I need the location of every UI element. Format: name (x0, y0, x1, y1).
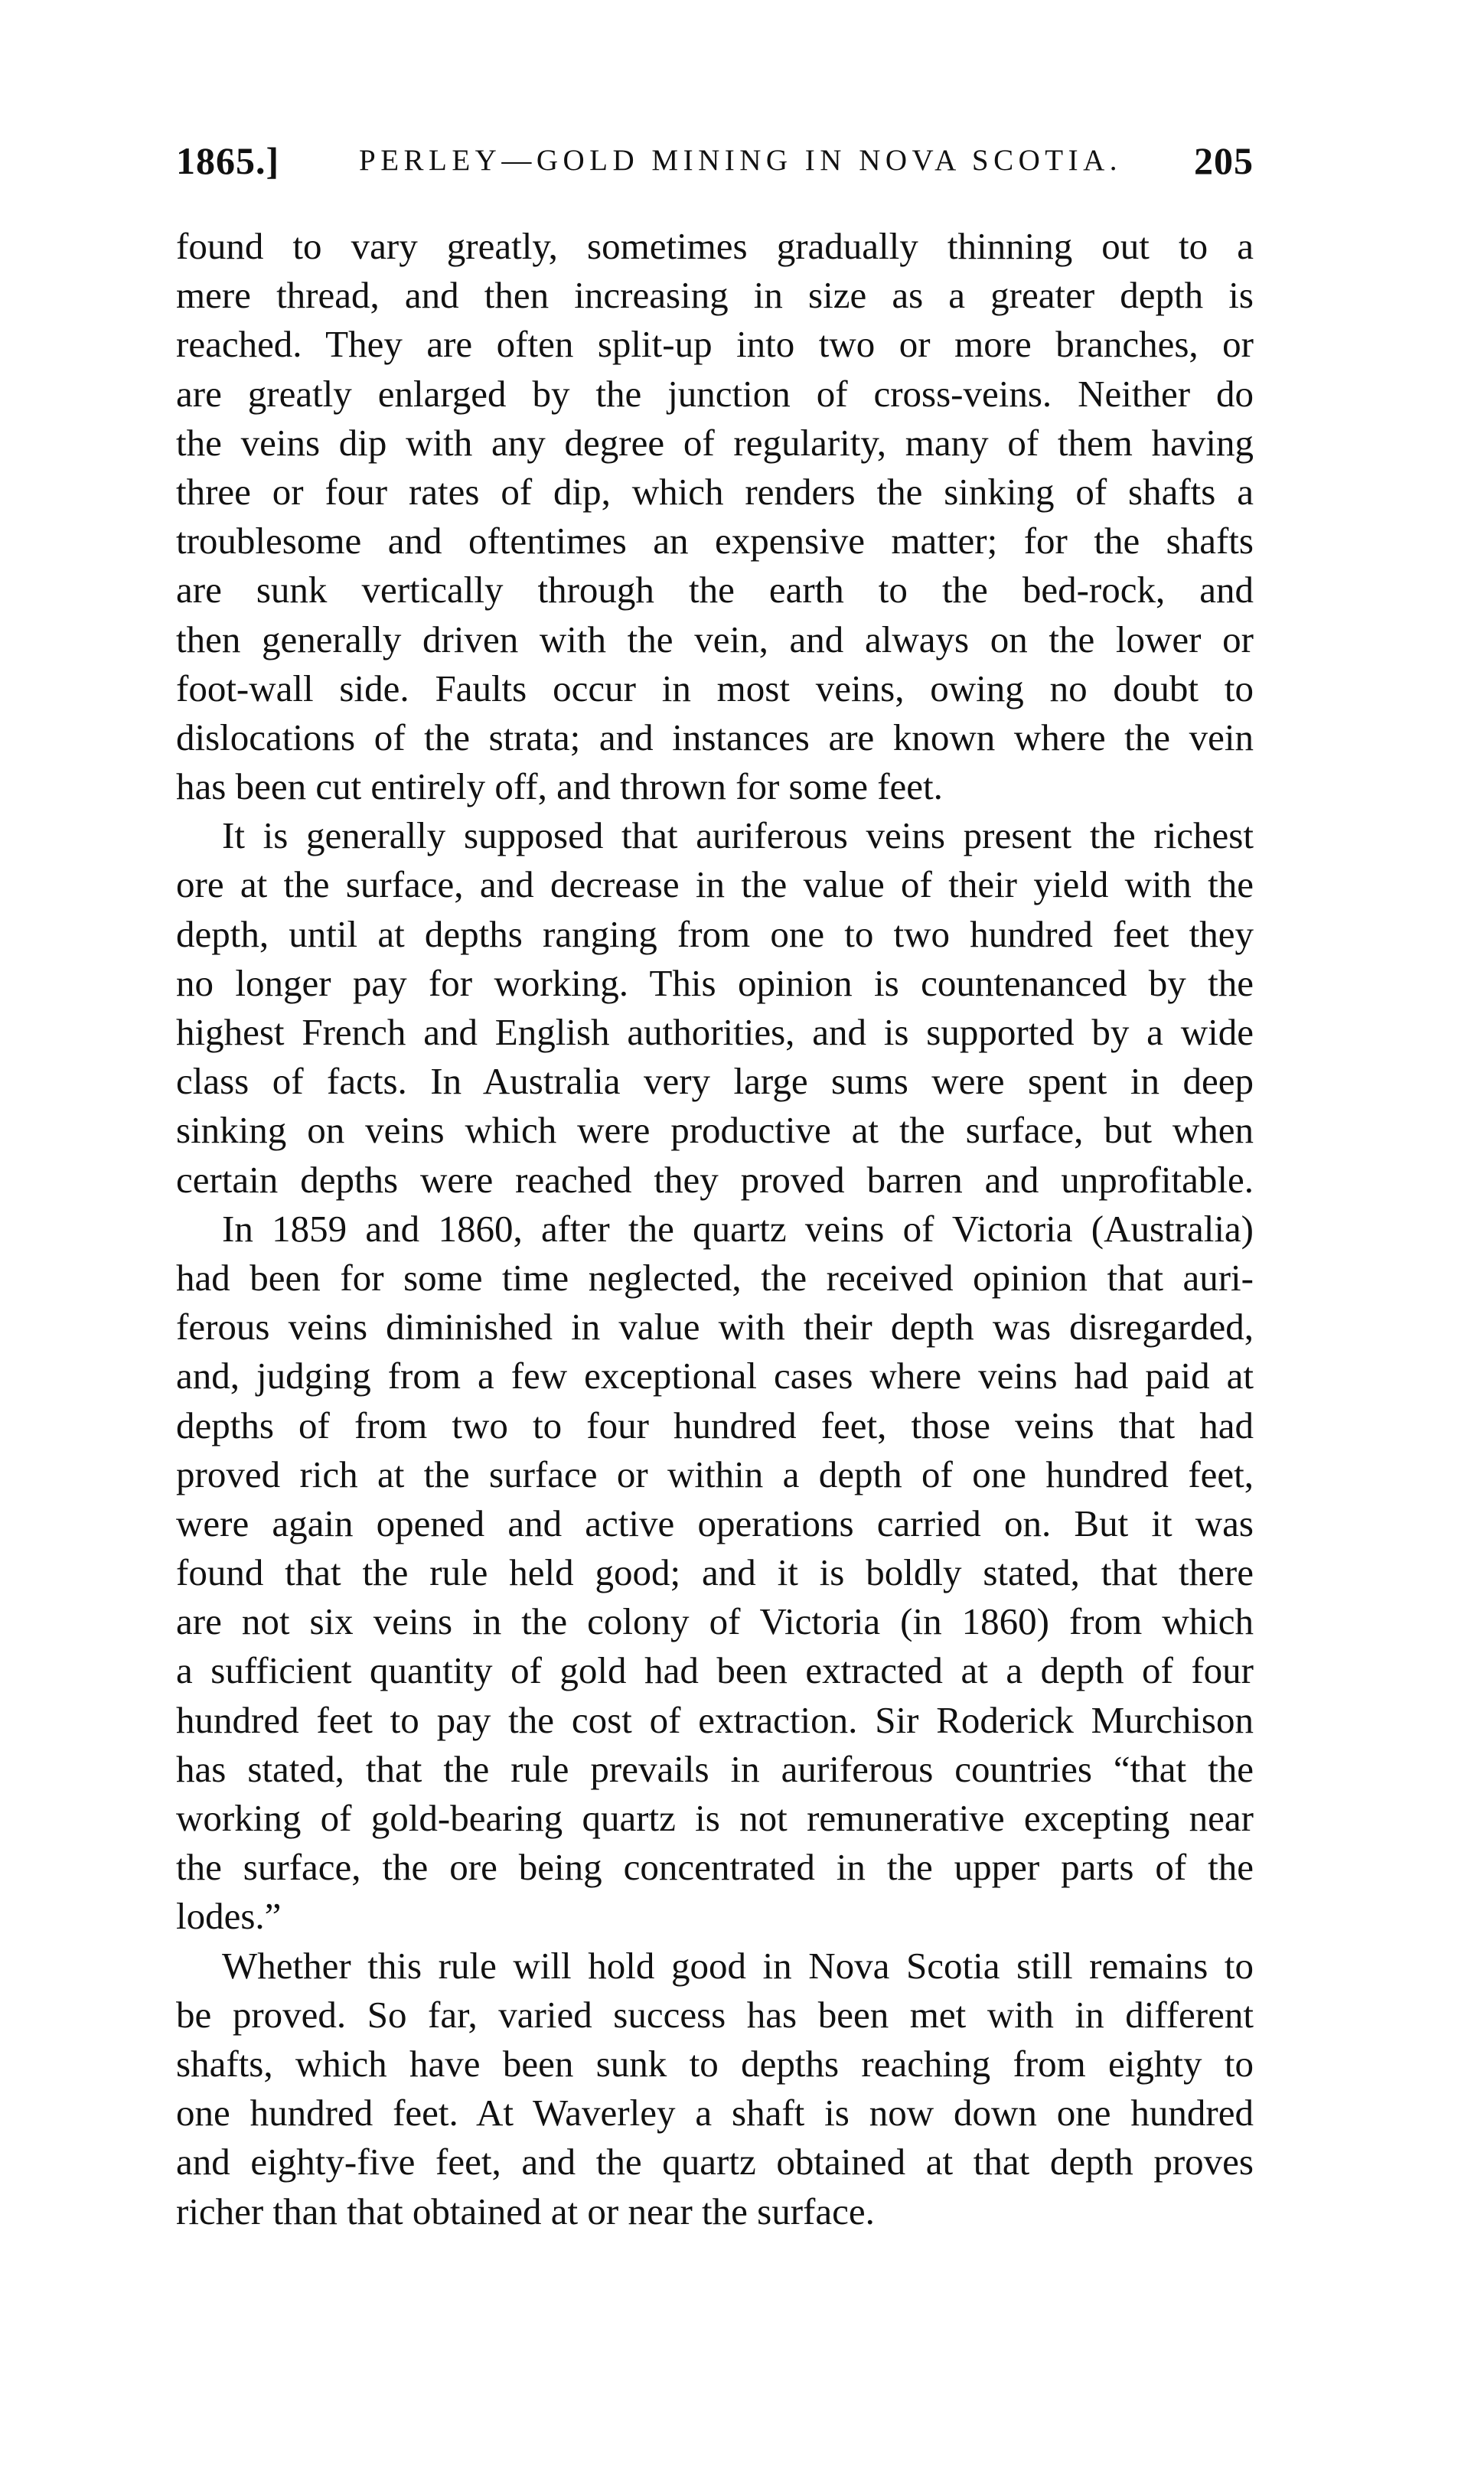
text-line: Whether this rule will hold good in Nova Scotia still remains to (222, 1944, 1254, 1987)
text-line: lodes.” (176, 1895, 282, 1938)
text-line: then generally driven with the vein, and always on the lower or (176, 618, 1254, 660)
text-line: and eighty-five feet, and the quartz obtained at that depth proves (176, 2141, 1254, 2183)
text-line: foot-wall side. Faults occur in most veins, owing no doubt to (176, 667, 1254, 709)
text-line: troublesome and oftentimes an expensive matter; for the shafts (176, 520, 1254, 563)
text-line: ore at the surface, and decrease in the value of their yield with the (176, 863, 1254, 906)
text-line: a sufficient quantity of gold had been extracted at a depth of four (176, 1649, 1254, 1692)
text-line: and, judging from a few exceptional cases where veins had paid at (176, 1355, 1254, 1397)
page-number: 205 (1194, 139, 1254, 182)
text-line: reached. They are often split-up into two or more branches, or (176, 323, 1254, 366)
text-line: are sunk vertically through the earth to the bed-rock, and (176, 569, 1254, 611)
text-line: are greatly enlarged by the junction of cross-veins. Neither do (176, 372, 1254, 415)
text-line: highest French and English authorities, and is supported by a wide (176, 1011, 1254, 1053)
text-line: dislocations of the strata; and instances are known where the vein (176, 716, 1254, 758)
text-line: In 1859 and 1860, after the quartz veins of Victoria (Australia) (222, 1207, 1254, 1250)
text-line: class of facts. In Australia very large sums were spent in deep (176, 1060, 1254, 1103)
text-line: sinking on veins which were productive at the surface, but when (176, 1109, 1254, 1152)
text-line: mere thread, and then increasing in size as a greater depth is (176, 274, 1254, 317)
text-line: shafts, which have been sunk to depths reaching from eighty to (176, 2042, 1254, 2085)
text-line: are not six veins in the colony of Victoria (in 1860) from which (176, 1600, 1254, 1643)
text-line: be proved. So far, varied success has been met with in different (176, 1993, 1254, 2036)
text-line: found that the rule held good; and it is boldly stated, that there (176, 1551, 1254, 1594)
text-line: depths of from two to four hundred feet, those veins that had (176, 1404, 1254, 1446)
text-line: were again opened and active operations carried on. But it was (176, 1502, 1254, 1544)
text-line: has stated, that the rule prevails in auriferous countries “that the (176, 1747, 1254, 1790)
body-text (176, 222, 1254, 2236)
text-line: It is generally supposed that auriferous veins present the richest (222, 814, 1254, 857)
text-line: depth, until at depths ranging from one to two hundred feet they (176, 912, 1254, 955)
paragraph-4 (176, 1942, 1254, 2236)
text-line: richer than that obtained at or near the surface. (176, 2190, 875, 2232)
text-line: hundred feet to pay the cost of extraction. Sir Roderick Murchison (176, 1698, 1254, 1741)
paragraph-3 (176, 1205, 1254, 1942)
running-head (176, 136, 1254, 185)
text-line: found to vary greatly, sometimes gradually thinning out to a (176, 225, 1254, 267)
running-head-title: PERLEY—GOLD MINING IN NOVA SCOTIA. (359, 144, 1123, 177)
running-head-year: 1865.] (176, 139, 280, 182)
text-line: proved rich at the surface or within a depth of one hundred feet, (176, 1453, 1254, 1495)
text-line: three or four rates of dip, which renders the sinking of shafts a (176, 470, 1254, 513)
text-line: one hundred feet. At Waverley a shaft is now down one hundred (176, 2092, 1254, 2134)
text-line: the veins dip with any degree of regularity, many of them having (176, 421, 1254, 464)
paragraph-2 (176, 811, 1254, 1205)
text-line: ferous veins diminished in value with their depth was disregarded, (176, 1306, 1254, 1349)
text-line: working of gold-bearing quartz is not remunerative excepting near (176, 1797, 1254, 1839)
text-line: no longer pay for working. This opinion is countenanced by the (176, 961, 1254, 1004)
text-line: had been for some time neglected, the received opinion that auri- (176, 1256, 1254, 1299)
paragraph-1 (176, 222, 1254, 811)
text-line: the surface, the ore being concentrated in the upper parts of the (176, 1846, 1254, 1889)
text-line: certain depths were reached they proved barren and unprofitable. (176, 1158, 1254, 1201)
text-line: has been cut entirely off, and thrown for some feet. (176, 765, 943, 808)
